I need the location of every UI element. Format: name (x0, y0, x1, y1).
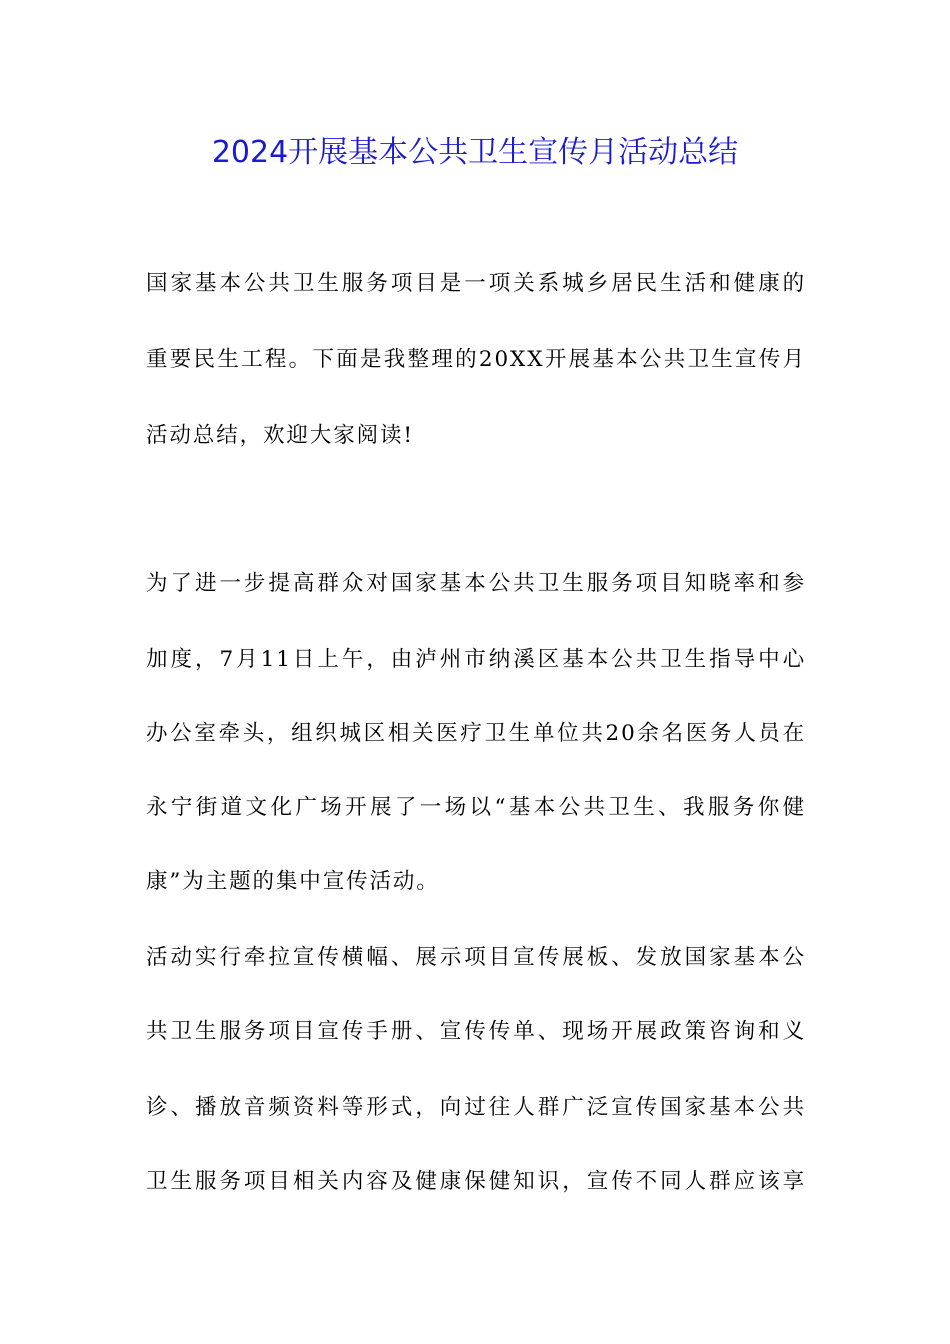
paragraph-line: 诊、播放音频资料等形式，向过往人群广泛宣传国家基本公共 (146, 1095, 806, 1120)
paragraph-line: 加度，7月11日上午，由泸州市纳溪区基本公共卫生指导中心 (146, 647, 806, 672)
paragraph-line: 活动总结，欢迎大家阅读! (146, 423, 414, 448)
paragraph-line: 活动实行牵拉宣传横幅、展示项目宣传展板、发放国家基本公 (146, 945, 806, 970)
paragraph-line: 办公室牵头，组织城区相关医疗卫生单位共20余名医务人员在 (146, 721, 806, 746)
paragraph-line: 共卫生服务项目宣传手册、宣传传单、现场开展政策咨询和义 (146, 1019, 806, 1044)
paragraph-line: 卫生服务项目相关内容及健康保健知识，宣传不同人群应该享 (146, 1169, 806, 1194)
paragraph-line: 为了进一步提高群众对国家基本公共卫生服务项目知晓率和参 (146, 571, 806, 596)
document-title: 2024开展基本公共卫生宣传月活动总结 (211, 135, 739, 170)
paragraph-line: 重要民生工程。下面是我整理的20XX开展基本公共卫生宣传月 (146, 347, 806, 372)
paragraph-line: 康”为主题的集中宣传活动。 (146, 869, 440, 894)
paragraph-line: 永宁街道文化广场开展了一场以“基本公共卫生、我服务你健 (146, 795, 806, 820)
paragraph-line: 国家基本公共卫生服务项目是一项关系城乡居民生活和健康的 (146, 271, 806, 296)
